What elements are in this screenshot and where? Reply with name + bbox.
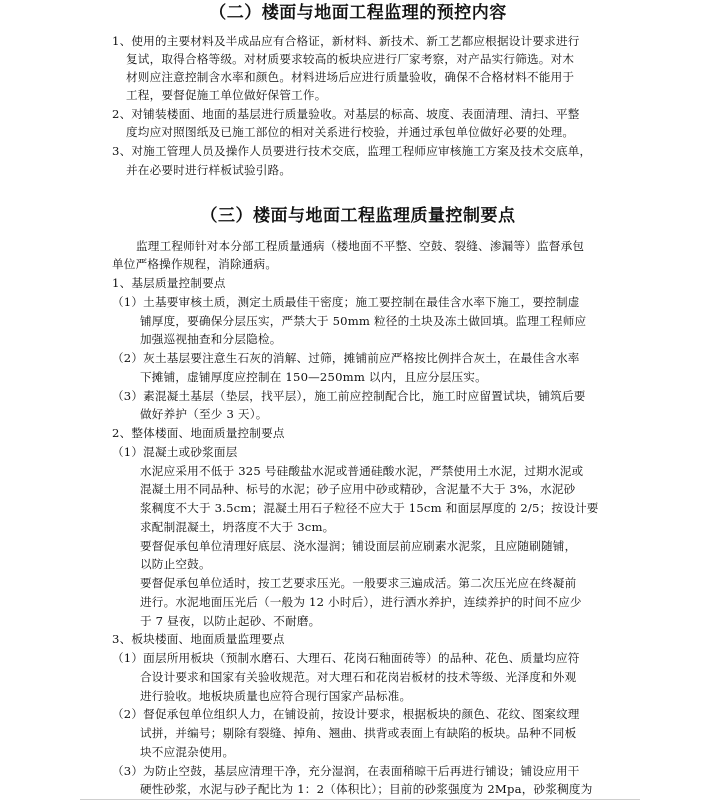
section3-line: （1）混凝土或砂浆面层 bbox=[112, 445, 238, 459]
section3-line: 做好养护（至少 3 天）。 bbox=[140, 407, 268, 421]
section3-line: 合设计要求和国家有关验收规范。对大理石和花岗岩板材的技术等级、光泽度和外观 bbox=[140, 670, 577, 684]
section3-line: 浆稠度不大于 3.5cm；混凝土用石子粒径不应大于 15cm 和面层厚度的 2/5；按设计要 bbox=[140, 501, 599, 515]
section2-title: （二）楼面与地面工程监理的预控内容 bbox=[209, 3, 507, 23]
section3-line: 加强巡视抽查和分层隐检。 bbox=[140, 332, 282, 346]
section2-line: 3、对施工管理人员及操作人员要进行技术交底，监理工程师应审核施工方案及技术交底单， bbox=[112, 144, 592, 158]
section2-line: 并在必要时进行样板试验引路。 bbox=[126, 163, 292, 177]
section2-line: 2、对铺装楼面、地面的基层进行质量验收。对基层的标高、坡度、表面清理、清扫、平整 bbox=[112, 107, 580, 121]
section3-line: 铺厚度，要确保分层压实，严禁大于 50mm 粒径的土块及冻土做回填。监理工程师应 bbox=[140, 314, 587, 328]
section2-line: 材则应注意控制含水率和颜色。材料进场后应进行质量验收，确保不合格材料不能用于 bbox=[126, 70, 575, 84]
section3-line: 2、整体楼面、地面质量控制要点 bbox=[112, 426, 285, 440]
section3-line: 进行。水泥地面压光后（一般为 12 小时后），进行洒水养护，连续养护的时间不应少 bbox=[140, 595, 582, 609]
section3-line: （3）素混凝土基层（垫层，找平层），施工前应控制配合比，施工时应留置试块，铺筑后要 bbox=[112, 389, 586, 403]
section3-line: 混凝土用不同品种、标号的水泥；砂子应用中砂或精砂，含泥量不大于 3%，水泥砂 bbox=[140, 482, 576, 496]
section3-line: 1、基层质量控制要点 bbox=[112, 276, 226, 290]
section2-line: 工程，要督促施工单位做好保管工作。 bbox=[126, 88, 327, 102]
section3-line: 监理工程师针对本分部工程质量通病（楼地面不平整、空鼓、裂缝、渗漏等）监督承包 bbox=[136, 239, 585, 253]
section3-line: 试拼，并编号；剔除有裂缝、掉角、翘曲、拱背或表面上有缺陷的板块。品种不同板 bbox=[140, 726, 577, 740]
section2-line: 1、使用的主要材料及半成品应有合格证，新材料、新技术、新工艺都应根据设计要求进行 bbox=[112, 34, 580, 48]
section3-line: 于 7 昼夜，以防止起砂、不耐磨。 bbox=[140, 614, 321, 628]
section3-line: 块不应混杂使用。 bbox=[140, 745, 235, 759]
section3-line: 硬性砂浆，水泥与砂子配比为 1：2（体积比）；目前的砂浆强度为 2Mpa，砂浆稠度为 bbox=[140, 782, 593, 796]
section3-line: （1）土基要审核土质，测定土质最佳干密度；施工要控制在最佳含水率下施工，要控制虚 bbox=[112, 295, 580, 309]
section3-title: （三）楼面与地面工程监理质量控制要点 bbox=[200, 206, 516, 226]
section3-line: （2）督促承包单位组织人力，在铺设前，按设计要求，根据板块的颜色、花纹、图案纹理 bbox=[112, 707, 580, 721]
section3-line: 水泥应采用不低于 325 号硅酸盐水泥或普通硅酸水泥，严禁使用土水泥，过期水泥或 bbox=[140, 464, 584, 478]
section3-line: 下摊铺，虚铺厚度应控制在 150—250mm 以内，且应分层压实。 bbox=[140, 370, 487, 384]
section3-line: （1）面层所用板块（预制水磨石、大理石、花岗石釉面砖等）的品种、花色、质量均应符 bbox=[112, 651, 580, 665]
section3-line: 要督促承包单位适时，按工艺要求压光。一般要求三遍成活。第二次压光应在终凝前 bbox=[140, 576, 577, 590]
page-bottom-divider bbox=[80, 799, 640, 800]
section2-line: 复试，取得合格等级。对材质要求较高的板块应进行厂家考察，对产品实行筛选。对木 bbox=[126, 52, 575, 66]
section3-line: （2）灰土基层要注意生石灰的消解、过筛，摊铺前应严格按比例拌合灰土，在最佳含水率 bbox=[112, 351, 580, 365]
section3-line: 以防止空鼓。 bbox=[140, 557, 211, 571]
section3-line: 求配制混凝土，坍落度不大于 3cm。 bbox=[140, 520, 335, 534]
section2-line: 度均应对照图纸及已施工部位的相对关系进行校验，并通过承包单位做好必要的处理。 bbox=[126, 125, 575, 139]
section3-line: 进行验收。地板块质量也应符合现行国家产品标准。 bbox=[140, 689, 412, 703]
section3-line: （3）为防止空鼓，基层应清理干净，充分湿润，在表面稍晾干后再进行铺设；铺设应用干 bbox=[112, 764, 580, 778]
section3-line: 3、板块楼面、地面质量监理要点 bbox=[112, 632, 285, 646]
section3-line: 要督促承包单位清理好底层、浇水湿润；铺设面层前应刷素水泥浆，且应随刷随铺， bbox=[140, 539, 577, 553]
section3-line: 单位严格操作规程，消除通病。 bbox=[112, 257, 278, 271]
